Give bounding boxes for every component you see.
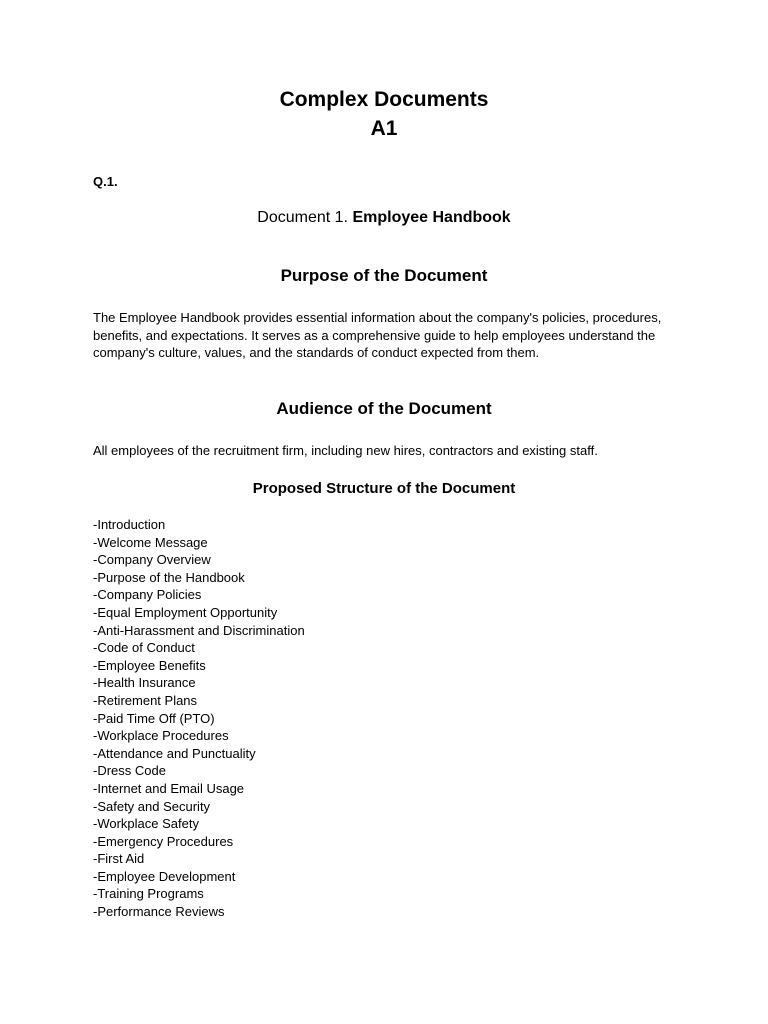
structure-list-item: -Retirement Plans [93,692,198,708]
structure-list-item: -First Aid [93,851,145,867]
structure-list-item: -Emergency Procedures [93,833,234,849]
structure-list-item: -Equal Employment Opportunity [93,604,278,620]
structure-heading: Proposed Structure of the Document [252,480,516,497]
structure-list-item: -Employee Benefits [93,657,206,673]
document-title: Complex Documents [279,88,489,111]
structure-list-item: -Company Policies [93,587,202,603]
structure-list-item: -Workplace Procedures [93,728,229,744]
structure-list-item: -Attendance and Punctuality [93,745,256,761]
structure-list [93,516,305,921]
structure-list-item: -Introduction [93,517,166,532]
structure-list-item: -Welcome Message [93,534,208,550]
audience-heading: Audience of the Document [276,399,492,418]
structure-list-item: -Workplace Safety [93,816,199,832]
structure-list-item: -Performance Reviews [93,904,225,920]
structure-list-item: -Paid Time Off (PTO) [93,710,215,726]
audience-paragraph: All employees of the recruitment firm, including new hires, contractors and existing staff. [93,443,598,458]
structure-list-item: -Employee Development [93,868,236,884]
structure-list-item: -Safety and Security [93,798,211,814]
document-name-line [0,208,768,228]
document-name: Employee Handbook [352,209,511,226]
structure-list-item: -Code of Conduct [93,640,195,656]
structure-list-item: -Anti-Harassment and Discrimination [93,622,305,638]
structure-list-item: -Dress Code [93,763,166,779]
question-label: Q.1. [93,174,118,189]
document-prefix: Document 1. [257,209,348,226]
document-subtitle: A1 [370,117,398,140]
structure-list-item: -Internet and Email Usage [93,780,245,796]
structure-list-item: -Health Insurance [93,675,196,691]
purpose-heading: Purpose of the Document [280,266,488,285]
structure-list-item: -Training Programs [93,886,204,902]
structure-list-item: -Purpose of the Handbook [93,569,245,585]
structure-list-item: -Company Overview [93,552,211,568]
purpose-paragraph: The Employee Handbook provides essential information about the company's policies, procedures, benefits, and expectations. It serves as a comprehensive guide to help employees understand the company's culture, values, and the standards of conduct expected from them. [93,310,662,361]
